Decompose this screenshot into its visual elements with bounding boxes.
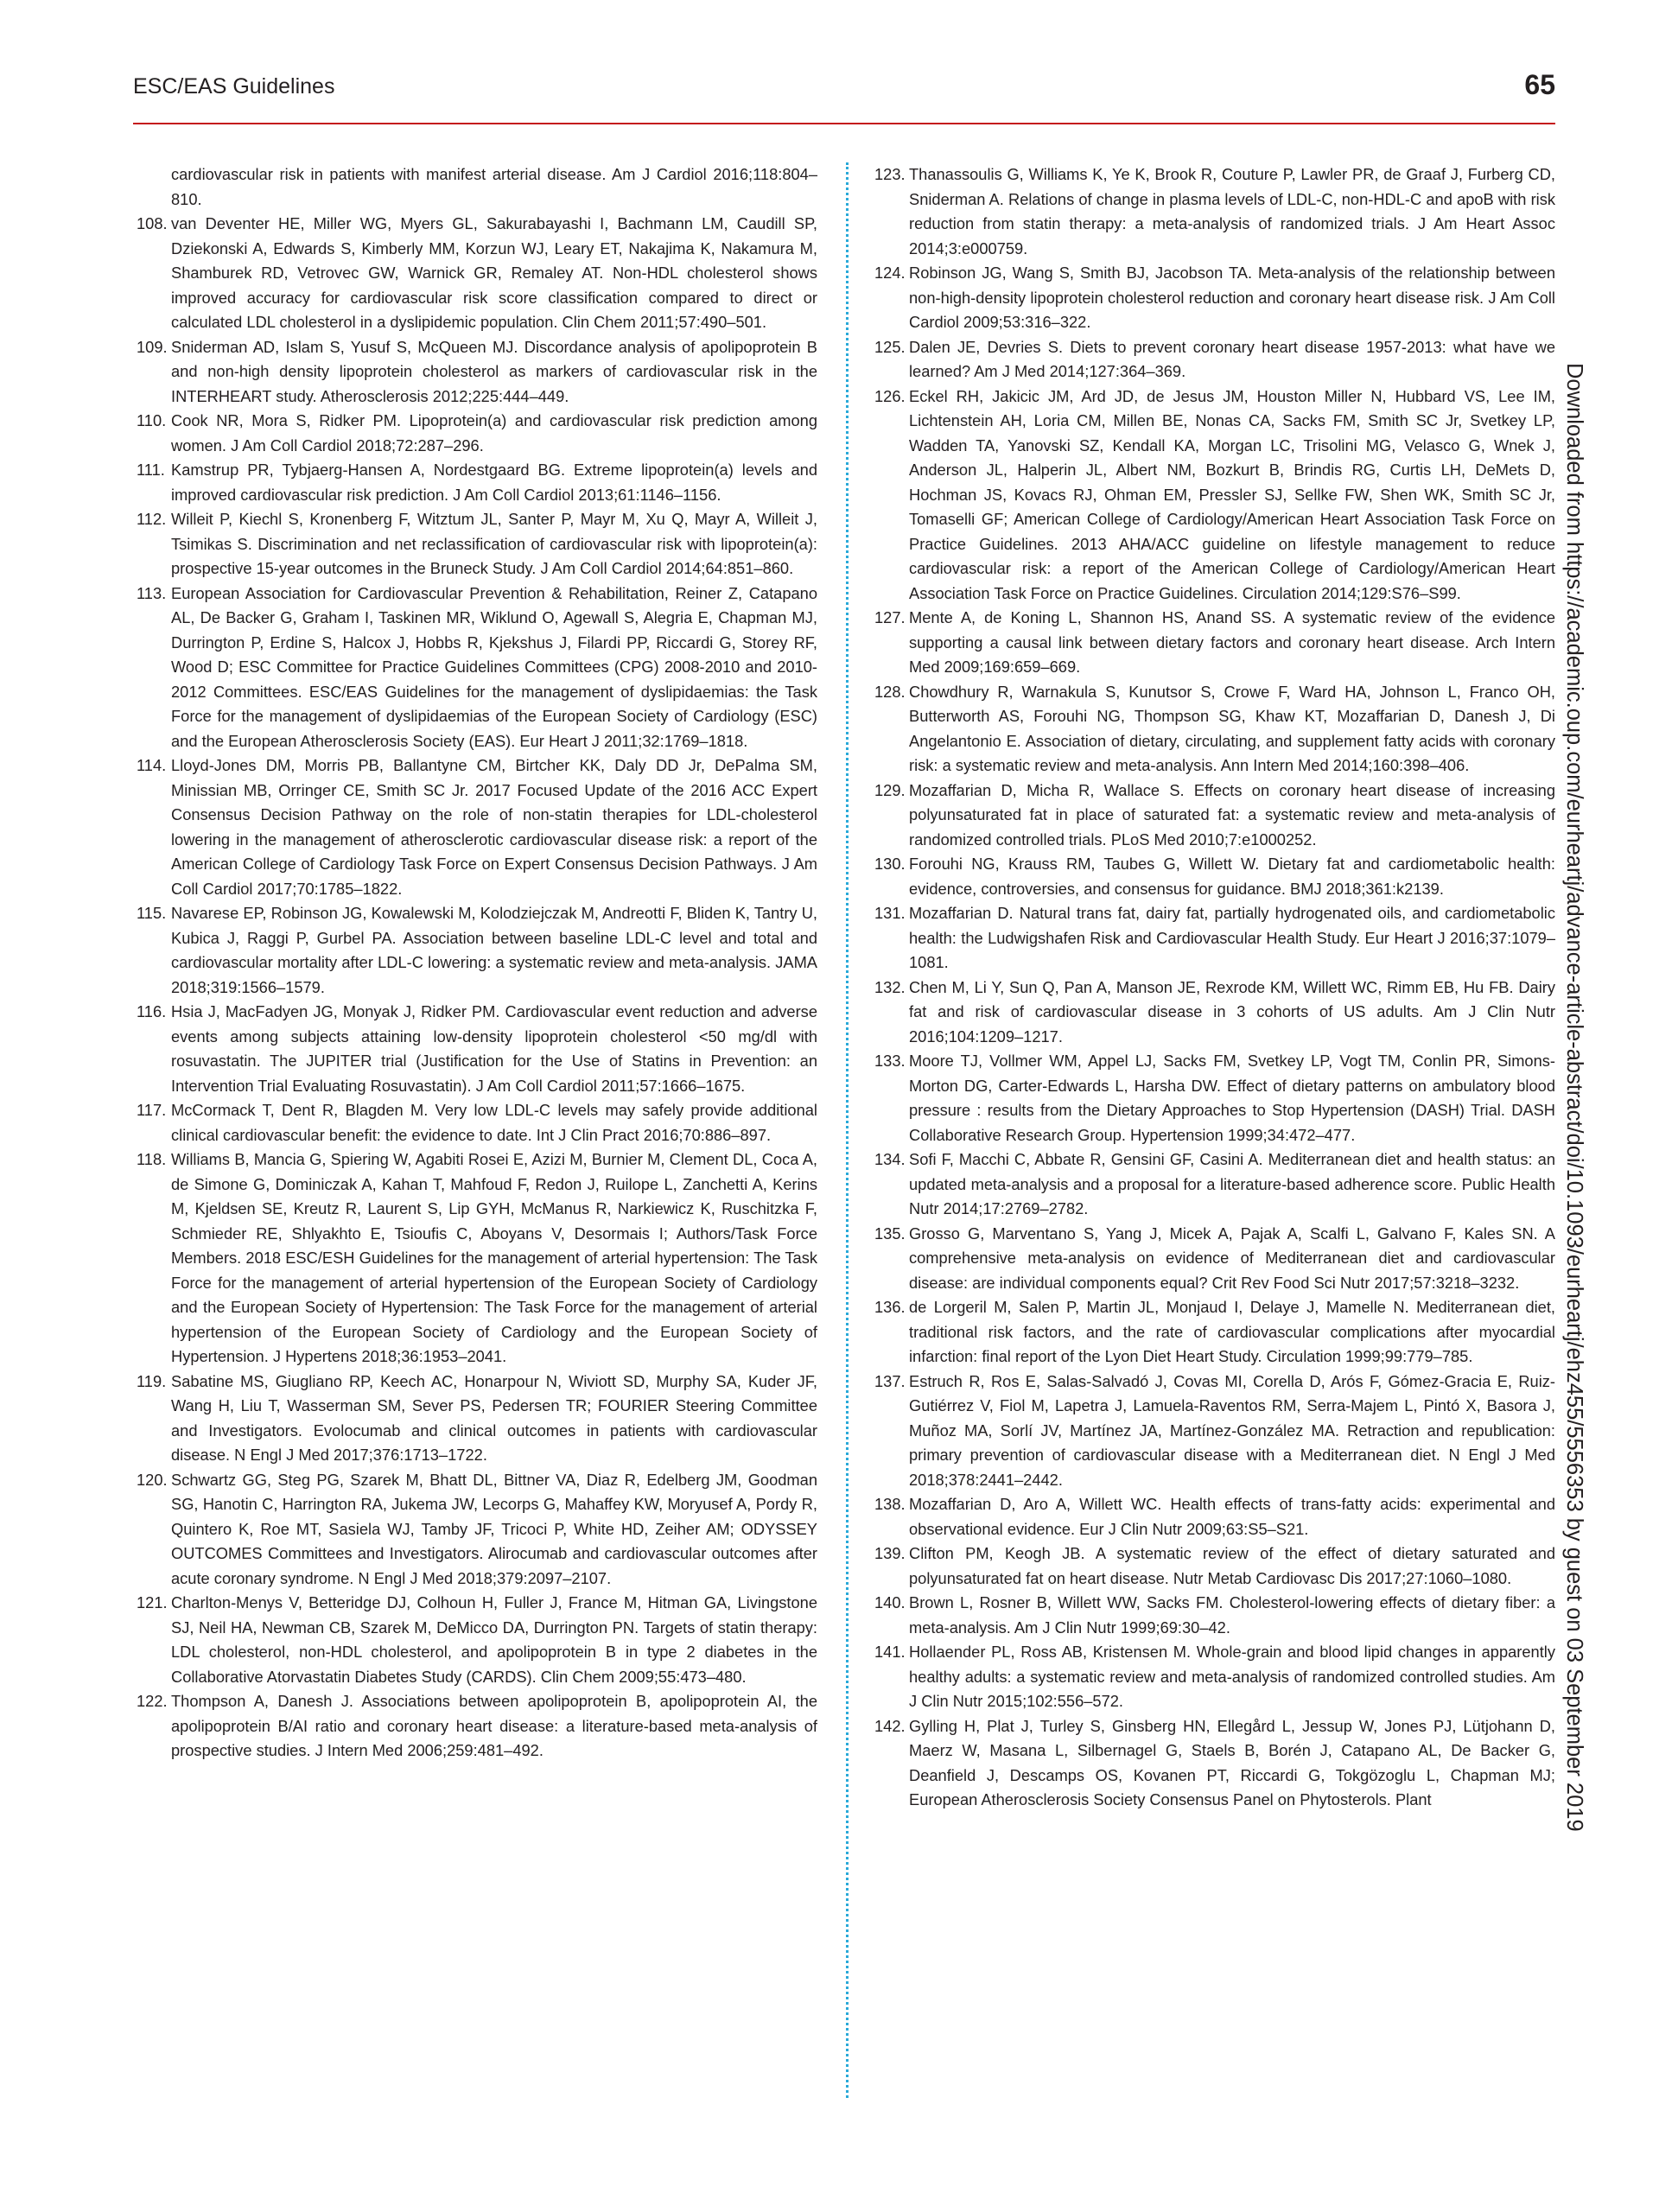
reference-number: 139. bbox=[874, 1544, 906, 1562]
running-header bbox=[133, 67, 1555, 124]
reference-number: 127. bbox=[874, 608, 906, 626]
reference-text: cardiovascular risk in patients with manifest arterial disease. Am J Cardiol 2016;118:804–810. bbox=[171, 165, 817, 208]
reference-number: 109. bbox=[137, 337, 168, 356]
reference-item bbox=[874, 385, 1555, 607]
reference-item bbox=[874, 606, 1555, 680]
reference-item bbox=[137, 1591, 817, 1689]
reference-item bbox=[137, 1689, 817, 1764]
reference-text: Thompson A, Danesh J. Associations between apolipoprotein B, apolipoprotein AI, the apolipoprotein B/AI ratio and coronary heart disease: a literature-based meta-analysis of prospective studies. J Intern Med 2006;259:481–492. bbox=[171, 1692, 817, 1759]
reference-number: 114. bbox=[137, 756, 167, 774]
reference-number: 117. bbox=[137, 1101, 167, 1119]
reference-item bbox=[137, 753, 817, 901]
reference-text: Charlton-Menys V, Betteridge DJ, Colhoun H, Fuller J, France M, Hitman GA, Livingstone SJ, Neil HA, Newman CB, Szarek M, DeMicco DA, Durrington PN. Targets of statin therapy: LDL cholesterol, non-HDL cholesterol, and apolipoprotein B in type 2 diabetes in the Collaborative Atorvastatin Diabetes Study (CARDS). Clin Chem 2009;55:473–480. bbox=[171, 1593, 817, 1686]
reference-text: Mozaffarian D, Micha R, Wallace S. Effects on coronary heart disease of increasing polyunsaturated fat in place of saturated fat: a systematic review and meta-analysis of randomized controlled trials. PLoS Med 2010;7:e1000252. bbox=[909, 780, 1555, 849]
reference-number: 112. bbox=[137, 510, 167, 528]
reference-text: Chen M, Li Y, Sun Q, Pan A, Manson JE, Rexrode KM, Willett WC, Rimm EB, Hu FB. Dairy fat and risk of cardiovascular disease in 3 cohorts of US adults. Am J Clin Nutr 2016;104:1209–1217. bbox=[909, 977, 1555, 1046]
page-number: 65 bbox=[1524, 69, 1555, 100]
reference-text: Sniderman AD, Islam S, Yusuf S, McQueen MJ. Discordance analysis of apolipoprotein B and non-high density lipoprotein cholesterol as markers of cardiovascular risk in the INTERHEART study. Atherosclerosis 2012;225:444–449. bbox=[171, 337, 817, 405]
reference-number: 137. bbox=[874, 1371, 906, 1390]
reference-item bbox=[874, 1492, 1555, 1541]
reference-text: Moore TJ, Vollmer WM, Appel LJ, Sacks FM, Svetkey LP, Vogt TM, Conlin PR, Simons-Morton DG, Carter-Edwards L, Harsha DW. Effect of dietary patterns on ambulatory blood pressure : results from the Dietary Approaches to Stop Hypertension (DASH) Trial. DASH Collaborative Research Group. Hypertension 1999;34:472–477. bbox=[909, 1052, 1555, 1144]
reference-item bbox=[874, 1147, 1555, 1222]
download-notice: Downloaded from https://academic.oup.com/eurheartj/advance-article-abstract/doi/10.1093/eurheartj/ehz455/5556353 by guest on 03 September 2019 bbox=[1562, 363, 1586, 1832]
reference-number: 115. bbox=[137, 904, 167, 922]
reference-text: Sofi F, Macchi C, Abbate R, Gensini GF, Casini A. Mediterranean diet and health status: an updated meta-analysis and a proposal for a literature-based adherence score. Public Health Nutr 2014;17:2769–2782. bbox=[909, 1150, 1555, 1217]
reference-number: 129. bbox=[874, 780, 906, 799]
reference-item bbox=[137, 335, 817, 410]
reference-item bbox=[137, 212, 817, 335]
reference-text: Schwartz GG, Steg PG, Szarek M, Bhatt DL, Bittner VA, Diaz R, Edelberg JM, Goodman SG, Hanotin C, Harrington RA, Jukema JW, Lecorps G, Mahaffey KW, Moryusef A, Pordy R, Quintero K, Roe MT, Sasiela WJ, Tamby JF, Tricoci P, White HD, Zeiher AM; ODYSSEY OUTCOMES Committees and Investigators. Alirocumab and cardiovascular outcomes after acute coronary syndrome. N Engl J Med 2018;379:2097–2107. bbox=[171, 1470, 817, 1587]
reference-text: van Deventer HE, Miller WG, Myers GL, Sakurabayashi I, Bachmann LM, Caudill SP, Dziekonski A, Edwards S, Kimberly MM, Korzun WJ, Leary ET, Nakajima K, Nakamura M, Shamburek RD, Vetrovec GW, Warnick GR, Remaley AT. Non-HDL cholesterol shows improved accuracy for cardiovascular risk score classification compared to direct or calculated LDL cholesterol in a dyslipidemic population. Clin Chem 2011;57:490–501. bbox=[171, 214, 817, 331]
reference-item bbox=[137, 901, 817, 1000]
reference-text: Mente A, de Koning L, Shannon HS, Anand SS. A systematic review of the evidence supporting a causal link between dietary factors and coronary heart disease. Arch Intern Med 2009;169:659–669. bbox=[909, 608, 1555, 676]
reference-number: 122. bbox=[137, 1692, 168, 1710]
reference-text: McCormack T, Dent R, Blagden M. Very low LDL-C levels may safely provide additional clinical cardiovascular benefit: the evidence to date. Int J Clin Pract 2016;70:886–897. bbox=[171, 1101, 817, 1144]
reference-item bbox=[874, 779, 1555, 853]
references-right-column bbox=[874, 162, 1555, 1813]
reference-item bbox=[874, 901, 1555, 976]
references-left-column bbox=[137, 162, 817, 1764]
reference-text: Robinson JG, Wang S, Smith BJ, Jacobson TA. Meta-analysis of the relationship between non-high-density lipoprotein cholesterol reduction and coronary heart disease risk. J Am Coll Cardiol 2009;53:316–322. bbox=[909, 264, 1555, 331]
reference-item bbox=[874, 1591, 1555, 1640]
reference-text: Lloyd-Jones DM, Morris PB, Ballantyne CM, Birtcher KK, Daly DD Jr, DePalma SM, Minissian MB, Orringer CE, Smith SC Jr. 2017 Focused Update of the 2016 ACC Expert Consensus Decision Pathway on the role of non-statin therapies for LDL-cholesterol lowering in the management of atherosclerotic cardiovascular disease risk: a report of the American College of Cardiology Task Force on Expert Consensus Decision Pathways. J Am Coll Cardiol 2017;70:1785–1822. bbox=[171, 756, 817, 898]
reference-text: Hsia J, MacFadyen JG, Monyak J, Ridker PM. Cardiovascular event reduction and adverse events among subjects attaining low-density lipoprotein cholesterol <50 mg/dl with rosuvastatin. The JUPITER trial (Justification for the Use of Statins in Prevention: an Intervention Trial Evaluating Rosuvastatin). J Am Coll Cardiol 2011;57:1666–1675. bbox=[171, 1002, 817, 1095]
reference-number: 136. bbox=[874, 1298, 906, 1316]
column-divider bbox=[846, 162, 849, 2098]
reference-number: 128. bbox=[874, 682, 906, 701]
reference-item bbox=[137, 409, 817, 458]
reference-number: 110. bbox=[137, 411, 167, 429]
reference-item bbox=[137, 1468, 817, 1592]
reference-text: Cook NR, Mora S, Ridker PM. Lipoprotein(a) and cardiovascular risk prediction among women. J Am Coll Cardiol 2018;72:287–296. bbox=[171, 411, 817, 454]
reference-item bbox=[874, 680, 1555, 779]
reference-number: 119. bbox=[137, 1371, 167, 1390]
reference-number: 123. bbox=[874, 165, 906, 183]
journal-title: ESC/EAS Guidelines bbox=[133, 74, 335, 99]
reference-text: Sabatine MS, Giugliano RP, Keech AC, Honarpour N, Wiviott SD, Murphy SA, Kuder JF, Wang H, Liu T, Wasserman SM, Sever PS, Pedersen TR; FOURIER Steering Committee and Investigators. Evolocumab and clinical outcomes in patients with cardiovascular disease. N Engl J Med 2017;376:1713–1722. bbox=[171, 1371, 817, 1464]
reference-text: Estruch R, Ros E, Salas-Salvadó J, Covas MI, Corella D, Arós F, Gómez-Gracia E, Ruiz-Gutiérrez V, Fiol M, Lapetra J, Lamuela-Raventos RM, Serra-Majem L, Pintó X, Basora J, Muñoz MA, Sorlí JV, Martínez JA, Martínez-González MA. Retraction and republication: primary prevention of cardiovascular disease with a Mediterranean diet. N Engl J Med 2018;378:2441–2442. bbox=[909, 1371, 1555, 1489]
reference-number: 113. bbox=[137, 583, 167, 602]
reference-text: Gylling H, Plat J, Turley S, Ginsberg HN, Ellegård L, Jessup W, Jones PJ, Lütjohann D, Maerz W, Masana L, Silbernagel G, Staels B, Borén J, Catapano AL, De Backer G, Deanfield J, Descamps OS, Kovanen PT, Riccardi G, Tokgözoglu L, Chapman MJ; European Atherosclerosis Society Consensus Panel on Phytosterols. Plant bbox=[909, 1716, 1555, 1808]
reference-item bbox=[874, 1370, 1555, 1493]
reference-item bbox=[874, 1541, 1555, 1591]
reference-text: Clifton PM, Keogh JB. A systematic review of the effect of dietary saturated and polyunsaturated fat on heart disease. Nutr Metab Cardiovasc Dis 2017;27:1060–1080. bbox=[909, 1544, 1555, 1587]
reference-number: 120. bbox=[137, 1470, 168, 1489]
reference-item bbox=[137, 507, 817, 582]
reference-number: 141. bbox=[874, 1643, 906, 1661]
reference-text: Eckel RH, Jakicic JM, Ard JD, de Jesus JM, Houston Miller N, Hubbard VS, Lee IM, Lichtenstein AH, Loria CM, Millen BE, Nonas CA, Sacks FM, Smith SC Jr, Svetkey LP, Wadden TA, Yanovski SZ, Kendall KA, Morgan LC, Trisolini MG, Velasco G, Wnek J, Anderson JL, Halperin JL, Albert NM, Bozkurt B, Brindis RG, Curtis LH, DeMets D, Hochman JS, Kovacs RJ, Ohman EM, Pressler SJ, Sellke FW, Shen WK, Smith SC Jr, Tomaselli GF; American College of Cardiology/American Heart Association Task Force on Practice Guidelines. 2013 AHA/ACC guideline on lifestyle management to reduce cardiovascular risk: a report of the American College of Cardiology/American Heart Association Task Force on Practice Guidelines. Circulation 2014;129:S76–S99. bbox=[909, 386, 1555, 602]
reference-number: 132. bbox=[874, 977, 906, 996]
reference-number: 111. bbox=[137, 461, 165, 479]
reference-item bbox=[874, 1049, 1555, 1147]
reference-item bbox=[137, 1000, 817, 1098]
reference-number: 118. bbox=[137, 1150, 167, 1168]
reference-text: Grosso G, Marventano S, Yang J, Micek A, Pajak A, Scalfi L, Galvano F, Kales SN. A comprehensive meta-analysis on evidence of Mediterranean diet and cardiovascular disease: are individual components equal? Crit Rev Food Sci Nutr 2017;57:3218–3232. bbox=[909, 1224, 1555, 1292]
reference-text: Willeit P, Kiechl S, Kronenberg F, Witztum JL, Santer P, Mayr M, Xu Q, Mayr A, Willeit J, Tsimikas S. Discrimination and net reclassification of cardiovascular risk with lipoprotein(a): prospective 15-year outcomes in the Bruneck Study. J Am Coll Cardiol 2014;64:851–860. bbox=[171, 510, 817, 577]
reference-text: de Lorgeril M, Salen P, Martin JL, Monjaud I, Delaye J, Mamelle N. Mediterranean diet, traditional risk factors, and the rate of cardiovascular complications after myocardial infarction: final report of the Lyon Diet Heart Study. Circulation 1999;99:779–785. bbox=[909, 1298, 1555, 1365]
reference-item bbox=[137, 1370, 817, 1468]
reference-number: 135. bbox=[874, 1224, 906, 1243]
reference-text: Williams B, Mancia G, Spiering W, Agabiti Rosei E, Azizi M, Burnier M, Clement DL, Coca A, de Simone G, Dominiczak A, Kahan T, Mahfoud F, Redon J, Ruilope L, Zanchetti A, Kerins M, Kjeldsen SE, Kreutz R, Laurent S, Lip GYH, McManus R, Narkiewicz K, Ruschitzka F, Schmieder RE, Shlyakhto E, Tsioufis C, Aboyans V, Desormais I; Authors/Task Force Members. 2018 ESC/ESH Guidelines for the management of arterial hypertension: The Task Force for the management of arterial hypertension of the European Society of Cardiology and the European Society of Hypertension: The Task Force for the management of arterial hypertension of the European Society of Cardiology and the European Society of Hypertension. J Hypertens 2018;36:1953–2041. bbox=[171, 1150, 817, 1365]
reference-text: Hollaender PL, Ross AB, Kristensen M. Whole-grain and blood lipid changes in apparently healthy adults: a systematic review and meta-analysis of randomized controlled studies. Am J Clin Nutr 2015;102:556–572. bbox=[909, 1643, 1555, 1710]
reference-number: 116. bbox=[137, 1002, 167, 1020]
reference-item bbox=[137, 582, 817, 754]
reference-item bbox=[874, 335, 1555, 385]
reference-item bbox=[874, 1222, 1555, 1296]
reference-number: 131. bbox=[874, 904, 906, 922]
reference-number: 121. bbox=[137, 1593, 168, 1611]
reference-text: Mozaffarian D, Aro A, Willett WC. Health effects of trans-fatty acids: experimental and observational evidence. Eur J Clin Nutr 2009;63:S5–S21. bbox=[909, 1495, 1555, 1538]
reference-text: Brown L, Rosner B, Willett WW, Sacks FM. Cholesterol-lowering effects of dietary fiber: a meta-analysis. Am J Clin Nutr 1999;69:30–42. bbox=[909, 1593, 1555, 1637]
reference-number: 140. bbox=[874, 1593, 906, 1611]
reference-item bbox=[874, 852, 1555, 901]
reference-number: 124. bbox=[874, 264, 906, 282]
reference-text: Kamstrup PR, Tybjaerg-Hansen A, Nordestgaard BG. Extreme lipoprotein(a) levels and improved cardiovascular risk prediction. J Am Coll Cardiol 2013;61:1146–1156. bbox=[171, 461, 817, 504]
reference-item bbox=[874, 162, 1555, 261]
reference-number: 138. bbox=[874, 1495, 906, 1513]
reference-text: Forouhi NG, Krauss RM, Taubes G, Willett W. Dietary fat and cardiometabolic health: evidence, controversies, and consensus for guidance. BMJ 2018;361:k2139. bbox=[909, 855, 1555, 898]
reference-text: Thanassoulis G, Williams K, Ye K, Brook R, Couture P, Lawler PR, de Graaf J, Furberg CD, Sniderman A. Relations of change in plasma levels of LDL-C, non-HDL-C and apoB with risk reduction from statin therapy: a meta-analysis of randomized trials. J Am Heart Assoc 2014;3:e000759. bbox=[909, 165, 1555, 257]
reference-item bbox=[874, 1640, 1555, 1714]
reference-text: Dalen JE, Devries S. Diets to prevent coronary heart disease 1957-2013: what have we learned? Am J Med 2014;127:364–369. bbox=[909, 337, 1555, 380]
reference-item bbox=[137, 1098, 817, 1147]
reference-item bbox=[874, 261, 1555, 335]
reference-item bbox=[137, 458, 817, 507]
reference-text: European Association for Cardiovascular Prevention & Rehabilitation, Reiner Z, Catapano AL, De Backer G, Graham I, Taskinen MR, Wiklund O, Agewall S, Alegria E, Chapman MJ, Durrington P, Erdine S, Halcox J, Hobbs R, Kjekshus J, Filardi PP, Riccardi G, Storey RF, Wood D; ESC Committee for Practice Guidelines Committees (CPG) 2008-2010 and 2010-2012 Committees. ESC/EAS Guidelines for the management of dyslipidaemias: the Task Force for the management of dyslipidaemias of the European Society of Cardiology (ESC) and the European Atherosclerosis Society (EAS). Eur Heart J 2011;32:1769–1818. bbox=[171, 583, 817, 750]
reference-number: 142. bbox=[874, 1716, 906, 1735]
reference-text: Mozaffarian D. Natural trans fat, dairy fat, partially hydrogenated oils, and cardiometabolic health: the Ludwigshafen Risk and Cardiovascular Health Study. Eur Heart J 2016;37:1079–1081. bbox=[909, 904, 1555, 971]
reference-item bbox=[874, 1714, 1555, 1813]
reference-text: Navarese EP, Robinson JG, Kowalewski M, Kolodziejczak M, Andreotti F, Bliden K, Tantry U, Kubica J, Raggi P, Gurbel PA. Association between baseline LDL-C level and total and cardiovascular mortality after LDL-C lowering: a systematic review and meta-analysis. JAMA 2018;319:1566–1579. bbox=[171, 904, 817, 996]
reference-number: 134. bbox=[874, 1150, 906, 1168]
reference-number: 130. bbox=[874, 855, 906, 873]
reference-text: Chowdhury R, Warnakula S, Kunutsor S, Crowe F, Ward HA, Johnson L, Franco OH, Butterworth AS, Forouhi NG, Thompson SG, Khaw KT, Mozaffarian D, Danesh J, Di Angelantonio E. Association of dietary, circulating, and supplement fatty acids with coronary risk: a systematic review and meta-analysis. Ann Intern Med 2014;160:398–406. bbox=[909, 682, 1555, 774]
reference-number: 108. bbox=[137, 214, 168, 232]
reference-number: 125. bbox=[874, 337, 906, 356]
reference-item bbox=[137, 162, 817, 212]
reference-item bbox=[137, 1147, 817, 1370]
reference-item bbox=[874, 1295, 1555, 1370]
reference-number: 126. bbox=[874, 386, 906, 405]
reference-item bbox=[874, 976, 1555, 1050]
reference-number: 133. bbox=[874, 1052, 906, 1070]
